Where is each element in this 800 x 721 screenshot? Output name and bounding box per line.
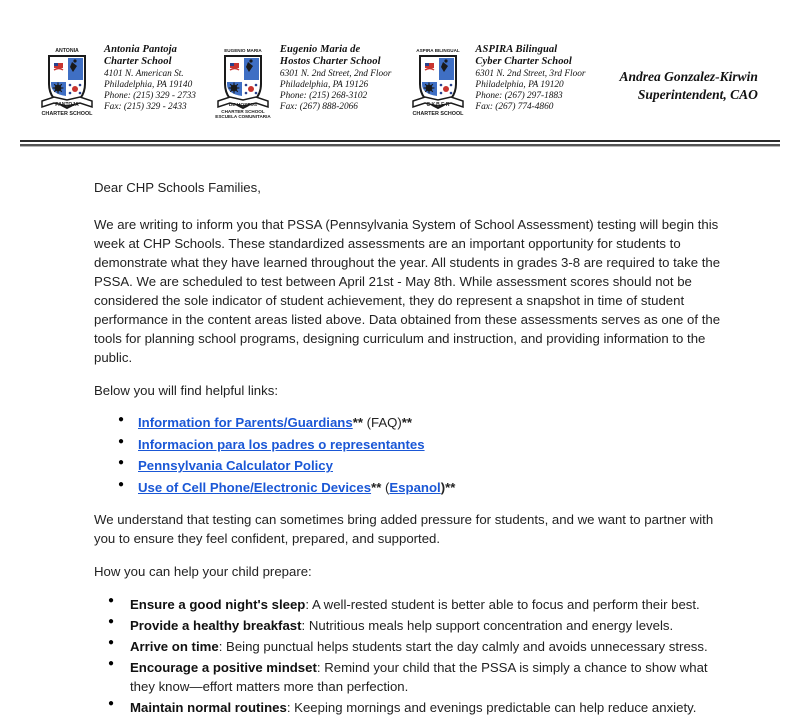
school-block-eugenio-maria-de-hostos — [214, 44, 391, 118]
school-address-line1: 4101 N. American St. — [104, 69, 184, 79]
tip-separator: : — [218, 638, 223, 654]
tip-separator: : — [305, 596, 310, 612]
svg-text:DE HOSTOS: DE HOSTOS — [228, 103, 258, 108]
tip-heading: Provide a healthy breakfast — [130, 617, 302, 633]
school-name-line2: Cyber Charter School — [475, 55, 572, 67]
tip-text: Nutritious meals help support concentration and energy levels. — [305, 617, 674, 633]
divider-rule-shadow — [20, 146, 780, 147]
school-text-antonia-pantoja — [104, 44, 196, 113]
tip-separator: : — [301, 617, 306, 633]
superintendent-block — [620, 68, 758, 104]
tip-text: Being punctual helps students start the day calmly and avoids unnecessary stress. — [222, 638, 708, 654]
link-suffix-before: ** — [352, 415, 363, 430]
svg-text:ASPIRA BILINGUAL: ASPIRA BILINGUAL — [416, 48, 461, 53]
link-suffix-plain: ( — [381, 480, 390, 496]
school-address-line2: Philadelphia, PA 19126 — [279, 79, 369, 90]
links-intro: Below you will find helpful links: — [94, 383, 278, 398]
header-divider — [20, 140, 780, 149]
link-informacion-para-los-padres[interactable]: Informacion para los padres o representantes — [138, 436, 425, 452]
school-phone: Phone: (215) 268-3102 — [279, 90, 368, 101]
link-suffix-before: ** — [371, 480, 382, 496]
list-item — [94, 479, 734, 498]
school-address-line2: Philadelphia, PA 19140 — [104, 79, 193, 90]
link-suffix-plain: (FAQ) — [362, 415, 402, 430]
link-espanol[interactable]: Espanol — [389, 480, 441, 496]
intro-paragraph: We are writing to inform you that PSSA (Pennsylvania System of School Assessment) testing will begin this week at CHP Schools. These standardized assessments are an important opportunity for students to demonstrate what they have learned throughout the year. All students in grades 3-8 are required to take the PSSA. We are scheduled to test between April 21st - May 8th. While assessment scores should not be considered the sole indicator of student achievement, they do represent a snapshot in time of student performance in the content areas listed above. Data obtained from these assessments serves as one of the tools for planning school programs, designing curriculum and instruction, and providing information to the public. — [94, 217, 721, 365]
list-item — [94, 595, 734, 614]
superintendent-title: Superintendent, CAO — [637, 87, 758, 103]
tip-heading: Ensure a good night's sleep — [130, 596, 306, 612]
school-text-aspira-bilingual-cyber — [475, 44, 585, 113]
shield-crest-eugenio-maria-de-hostos-icon — [214, 44, 272, 118]
link-information-for-parents-guardians[interactable]: Information for Parents/Guardians — [138, 415, 353, 430]
school-name-line2: Charter School — [104, 55, 172, 67]
svg-text:CHARTER SCHOOL: CHARTER SCHOOL — [221, 109, 265, 114]
school-phone: Phone: (215) 329 - 2733 — [104, 90, 196, 101]
tip-separator: : — [316, 659, 321, 675]
tips-intro: How you can help your child prepare: — [94, 563, 312, 579]
preparation-tips-list — [94, 595, 734, 717]
letter-body — [94, 178, 734, 719]
tip-heading: Maintain normal routines — [130, 699, 287, 715]
svg-text:CHARTER SCHOOL: CHARTER SCHOOL — [412, 111, 464, 117]
shield-crest-aspira-bilingual-cyber-icon — [409, 44, 467, 118]
school-block-aspira-bilingual-cyber — [409, 44, 585, 118]
school-name-line1: ASPIRA Bilingual — [475, 44, 558, 55]
svg-text:CHARTER SCHOOL: CHARTER SCHOOL — [41, 111, 93, 117]
tip-heading: Arrive on time — [130, 638, 219, 654]
link-suffix-after: )** — [440, 480, 456, 496]
shield-crest-antonia-pantoja-icon — [38, 44, 96, 118]
superintendent-name: Andrea Gonzalez-Kirwin — [619, 69, 758, 84]
list-item — [94, 658, 734, 696]
list-item — [94, 637, 734, 656]
tip-text: Remind your child that the PSSA is simply a chance to show what they know—effort matters more than perfection. — [130, 659, 708, 694]
school-address-line1: 6301 N. 2nd Street, 2nd Floor — [279, 69, 392, 79]
school-fax: Fax: (215) 329 - 2433 — [104, 101, 187, 112]
helpful-links-list — [94, 414, 734, 498]
letterhead — [0, 44, 800, 136]
tip-text: A well-rested student is better able to focus and perform their best. — [309, 596, 700, 612]
list-item — [94, 436, 734, 455]
tip-separator: : — [286, 699, 291, 715]
tip-text: Keeping mornings and evenings predictable can help reduce anxiety. — [290, 699, 697, 715]
link-use-of-cell-phone-electronic-devices[interactable]: Use of Cell Phone/Electronic Devices — [138, 480, 372, 496]
school-block-antonia-pantoja — [38, 44, 196, 118]
list-item — [94, 698, 734, 717]
school-name-line1: Eugenio Maria de — [279, 44, 361, 55]
tip-heading: Encourage a positive mindset — [130, 659, 317, 675]
svg-text:ESCUELA COMUNITARIA: ESCUELA COMUNITARIA — [215, 114, 271, 118]
support-paragraph: We understand that testing can sometimes bring added pressure for students, and we want to partner with you to ensure they feel confident, prepared, and supported. — [94, 511, 714, 546]
school-fax: Fax: (267) 774-4860 — [475, 101, 554, 112]
school-name-line1: Antonia Pantoja — [104, 44, 177, 55]
school-name-line2: Hostos Charter School — [279, 55, 381, 67]
svg-text:ANTONIA: ANTONIA — [55, 48, 79, 54]
svg-text:EUGENIO MARIA: EUGENIO MARIA — [224, 48, 262, 53]
school-text-eugenio-maria-de-hostos — [280, 44, 391, 113]
list-item — [94, 457, 734, 476]
list-item — [94, 414, 734, 433]
link-suffix-after: ** — [401, 415, 413, 430]
list-item — [94, 616, 734, 635]
school-phone: Phone: (267) 297-1883 — [475, 90, 563, 101]
school-fax: Fax: (267) 888-2066 — [279, 101, 358, 112]
svg-text:PANTOJA: PANTOJA — [55, 102, 79, 108]
school-address-line1: 6301 N. 2nd Street, 3rd Floor — [475, 69, 586, 79]
school-address-line2: Philadelphia, PA 19120 — [475, 79, 564, 90]
salutation: Dear CHP Schools Families, — [94, 180, 261, 195]
svg-text:C Y B E R: C Y B E R — [426, 102, 450, 108]
link-pennsylvania-calculator-policy[interactable]: Pennsylvania Calculator Policy — [138, 458, 333, 474]
